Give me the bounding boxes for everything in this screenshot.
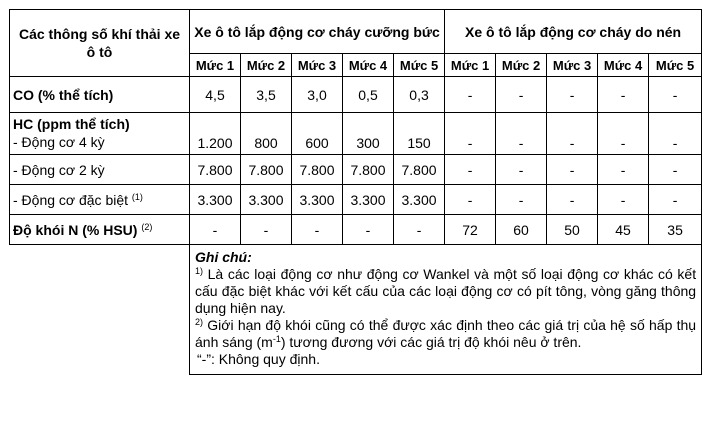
table-cell: 7.800 bbox=[241, 155, 292, 185]
table-row-hc-special bbox=[10, 185, 702, 215]
level-header: Mức 2 bbox=[241, 54, 292, 77]
table-cell: - bbox=[649, 185, 702, 215]
param-header: Các thông số khí thải xe ô tô bbox=[10, 10, 190, 77]
table-cell: - bbox=[445, 155, 496, 185]
note-2 bbox=[195, 317, 696, 351]
table-cell: - bbox=[649, 77, 702, 113]
table-row-smoke bbox=[10, 215, 702, 245]
table-cell: - bbox=[547, 185, 598, 215]
level-header: Mức 1 bbox=[190, 54, 241, 77]
table-cell: 3.300 bbox=[292, 185, 343, 215]
table-cell: 600 bbox=[292, 113, 343, 155]
table-cell: 7.800 bbox=[292, 155, 343, 185]
table-cell: 7.800 bbox=[190, 155, 241, 185]
footnote-marker: (1) bbox=[131, 191, 143, 202]
table-row-co bbox=[10, 77, 702, 113]
note-1 bbox=[195, 266, 696, 317]
table-header-row bbox=[10, 10, 702, 54]
table-cell: 3.300 bbox=[190, 185, 241, 215]
note-3: “-”: Không quy định. bbox=[197, 351, 320, 367]
table-cell: - bbox=[598, 77, 649, 113]
level-header: Mức 4 bbox=[343, 54, 394, 77]
table-cell: - bbox=[598, 185, 649, 215]
table-cell: 3,5 bbox=[241, 77, 292, 113]
table-cell: 3.300 bbox=[394, 185, 445, 215]
table-cell: - bbox=[547, 155, 598, 185]
footnote-marker: 1) bbox=[195, 266, 204, 276]
table-cell: - bbox=[445, 185, 496, 215]
row-label-co: CO (% thể tích) bbox=[10, 77, 190, 113]
table-cell: 3.300 bbox=[241, 185, 292, 215]
emission-limits-table bbox=[9, 9, 702, 375]
notes-title: Ghi chú: bbox=[195, 249, 252, 265]
row-label-text: - Động cơ đặc biệt bbox=[13, 191, 129, 208]
note-1-text: Là các loại động cơ như động cơ Wankel và một số loại động cơ khác có kết cấu đặc biệt khác với kết cấu của các loại động cơ có pít tông, vòng găng thông dụng hiện nay. bbox=[195, 266, 697, 316]
table-cell: 45 bbox=[598, 215, 649, 245]
hc-title: HC (ppm thể tích) bbox=[13, 116, 130, 132]
level-header: Mức 1 bbox=[445, 54, 496, 77]
table-row-hc4 bbox=[10, 113, 702, 155]
row-label-hc2: - Động cơ 2 kỳ bbox=[10, 155, 190, 185]
table-cell: - bbox=[394, 215, 445, 245]
table-cell: - bbox=[343, 215, 394, 245]
level-header: Mức 5 bbox=[394, 54, 445, 77]
table-cell: - bbox=[547, 113, 598, 155]
table-cell: 800 bbox=[241, 113, 292, 155]
note-2-text-b: ) tương đương với các giá trị độ khói nêu ở trên. bbox=[280, 334, 582, 350]
footnote-marker: (2) bbox=[141, 221, 153, 232]
spark-ignition-header: Xe ô tô lắp động cơ cháy cưỡng bức bbox=[190, 10, 445, 54]
row-label-text: Độ khói N (% HSU) bbox=[13, 221, 138, 238]
table-cell: - bbox=[445, 77, 496, 113]
table-cell: 7.800 bbox=[343, 155, 394, 185]
notes-row bbox=[10, 245, 702, 375]
table-cell: 50 bbox=[547, 215, 598, 245]
table-cell: 1.200 bbox=[190, 113, 241, 155]
table-cell: - bbox=[649, 155, 702, 185]
table-cell: 150 bbox=[394, 113, 445, 155]
notes-cell bbox=[190, 245, 702, 375]
table-cell: 300 bbox=[343, 113, 394, 155]
emission-table-wrapper bbox=[9, 9, 702, 375]
table-cell: - bbox=[445, 113, 496, 155]
table-cell: - bbox=[598, 155, 649, 185]
unit-exponent: -1 bbox=[272, 334, 281, 344]
compression-ignition-header: Xe ô tô lắp động cơ cháy do nén bbox=[445, 10, 702, 54]
row-label-hc4: - Động cơ 4 kỳ bbox=[13, 134, 105, 150]
table-cell: - bbox=[292, 215, 343, 245]
table-cell: 0,5 bbox=[343, 77, 394, 113]
note-2-text-a: Giới hạn độ khói cũng có thể được xác định theo các giá trị của hệ số hấp thụ ánh sáng (m bbox=[195, 317, 697, 350]
level-header: Mức 2 bbox=[496, 54, 547, 77]
level-header: Mức 3 bbox=[292, 54, 343, 77]
row-label-hc bbox=[10, 113, 190, 155]
table-cell: 72 bbox=[445, 215, 496, 245]
table-cell: - bbox=[547, 77, 598, 113]
table-row-hc2 bbox=[10, 155, 702, 185]
row-label-smoke bbox=[10, 215, 190, 245]
table-cell: - bbox=[598, 113, 649, 155]
table-cell: 60 bbox=[496, 215, 547, 245]
table-cell: - bbox=[649, 113, 702, 155]
table-cell: - bbox=[496, 77, 547, 113]
table-cell: 35 bbox=[649, 215, 702, 245]
level-header: Mức 4 bbox=[598, 54, 649, 77]
table-cell: 3.300 bbox=[343, 185, 394, 215]
table-cell: 0,3 bbox=[394, 77, 445, 113]
notes-spacer bbox=[10, 245, 190, 375]
table-cell: 7.800 bbox=[394, 155, 445, 185]
footnote-marker: 2) bbox=[195, 317, 204, 327]
table-cell: - bbox=[190, 215, 241, 245]
table-cell: - bbox=[496, 113, 547, 155]
table-cell: - bbox=[241, 215, 292, 245]
table-cell: 3,0 bbox=[292, 77, 343, 113]
level-header: Mức 3 bbox=[547, 54, 598, 77]
level-header: Mức 5 bbox=[649, 54, 702, 77]
table-cell: - bbox=[496, 185, 547, 215]
table-cell: 4,5 bbox=[190, 77, 241, 113]
table-cell: - bbox=[496, 155, 547, 185]
row-label-hc-special bbox=[10, 185, 190, 215]
